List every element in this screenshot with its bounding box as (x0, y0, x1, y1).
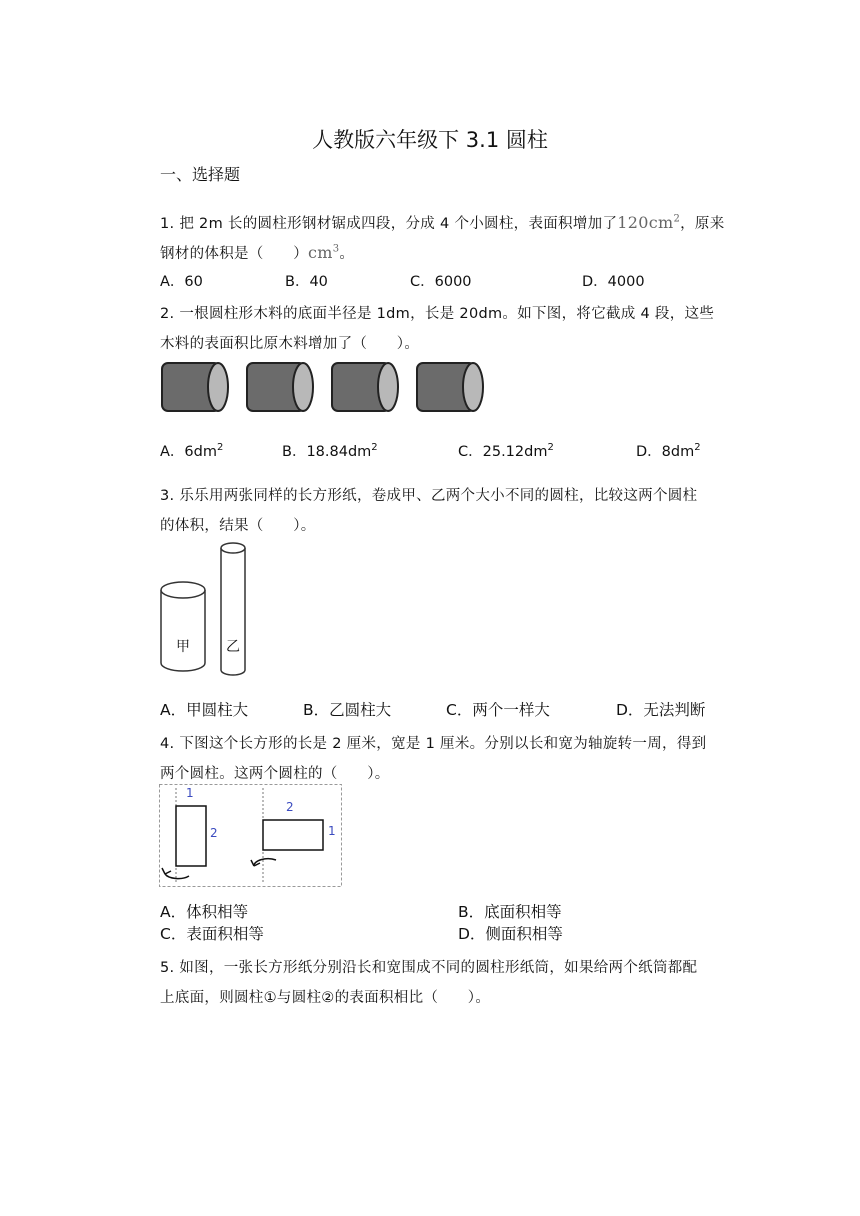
q2-option-d[interactable]: D．$8dm^2$ (636, 442, 701, 460)
q2-option-c[interactable]: C．$25.12dm^2$ (458, 442, 554, 460)
q1-text-a: 1. 把 2m 长的圆柱形钢材锯成四段，分成 4 个小圆柱，表面积增加了 (160, 216, 618, 232)
cylinder-piece-1 (162, 363, 228, 411)
q2-line1: 2. 一根圆柱形木料的底面半径是 1dm，长是 20dm。如下图，将它截成 4 段，这些 (160, 306, 715, 322)
q4-option-d[interactable]: D．侧面积相等 (458, 925, 563, 943)
fig-left-side-label: 2 (210, 826, 218, 840)
q2-cylinder-pieces-figure (158, 360, 493, 416)
q1-value: $120cm^2$ (617, 213, 681, 232)
q4-line2: 两个圆柱。这两个圆柱的（ ）。 (160, 766, 390, 782)
q1-text-c: 钢材的体积是（ ） (160, 246, 308, 262)
q3-option-b[interactable]: B．乙圆柱大 (303, 701, 392, 719)
label-yi: 乙 (226, 639, 240, 655)
q1-text-d: 。 (339, 246, 355, 262)
cylinder-piece-3 (332, 363, 398, 411)
q5-line1: 5. 如图，一张长方形纸分别沿长和宽围成不同的圆柱形纸筒，如果给两个纸筒都配 (160, 960, 698, 976)
label-jia: 甲 (176, 639, 190, 655)
q1-text-b: ，原来 (680, 216, 725, 232)
q4-line1: 4. 下图这个长方形的长是 2 厘米，宽是 1 厘米。分别以长和宽为轴旋转一周，得到 (160, 736, 707, 752)
q3-cylinders-figure (158, 540, 253, 680)
q4-option-b[interactable]: B．底面积相等 (458, 903, 562, 921)
q3-option-d[interactable]: D．无法判断 (616, 701, 706, 719)
q3-option-c[interactable]: C．两个一样大 (446, 701, 550, 719)
q3-line2: 的体积，结果（ ）。 (160, 518, 316, 534)
q5-line2: 上底面，则圆柱①与圆柱②的表面积相比（ ）。 (160, 990, 491, 1006)
q1-option-a[interactable]: A．60 (160, 274, 203, 290)
q1-option-c[interactable]: C．6000 (410, 274, 472, 290)
q3-option-a[interactable]: A．甲圆柱大 (160, 701, 249, 719)
q1-line2 (160, 242, 354, 263)
q1-option-d[interactable]: D．4000 (582, 274, 645, 290)
fig-left-top-label: 1 (186, 786, 194, 800)
section-heading: 一、选择题 (160, 165, 241, 184)
left-rectangle-rotation (162, 788, 206, 884)
cylinder-piece-2 (247, 363, 313, 411)
cylinder-jia (161, 582, 205, 671)
fig-right-top-label: 2 (286, 800, 294, 814)
cylinder-piece-4 (417, 363, 483, 411)
fig-right-side-label: 1 (328, 824, 336, 838)
q2-option-a[interactable]: A．$6dm^2$ (160, 442, 224, 460)
q3-line1: 3. 乐乐用两张同样的长方形纸，卷成甲、乙两个大小不同的圆柱，比较这两个圆柱 (160, 488, 698, 504)
page-title: 人教版六年级下 3.1 圆柱 (312, 128, 548, 152)
q2-line2: 木料的表面积比原木料增加了（ ）。 (160, 336, 420, 352)
q1-option-b[interactable]: B．40 (285, 274, 328, 290)
q1-line1 (160, 212, 725, 233)
q4-option-a[interactable]: A．体积相等 (160, 903, 249, 921)
q4-option-c[interactable]: C．表面积相等 (160, 925, 264, 943)
q2-option-b[interactable]: B．$18.84dm^2$ (282, 442, 378, 460)
q1-unit: $cm^3$ (308, 243, 340, 262)
